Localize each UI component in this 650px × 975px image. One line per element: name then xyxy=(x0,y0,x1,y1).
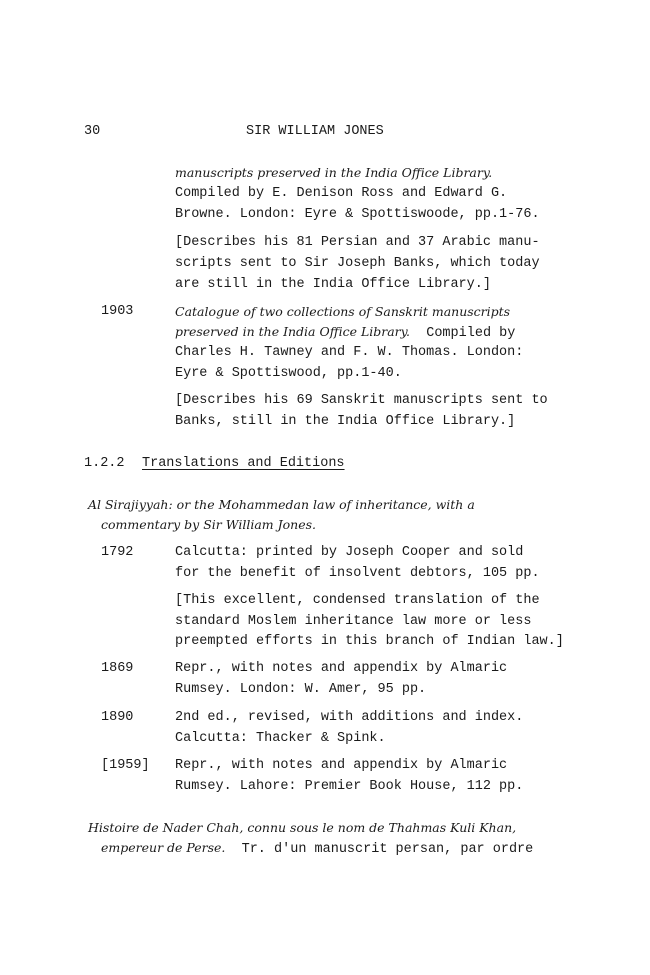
running-title: SIR WILLIAM JONES xyxy=(246,124,384,139)
work-title: Histoire de Nader Chah, connu sous le nom de Thahmas Kuli Khan, xyxy=(88,820,517,835)
entry-line: for the benefit of insolvent debtors, 105 pp. xyxy=(175,566,540,581)
entry-note: Banks, still in the India Office Library.] xyxy=(175,414,516,429)
entry-note: are still in the India Office Library.] xyxy=(175,277,491,292)
work-title: Al Sirajiyyah: or the Mohammedan law of inheritance, with a xyxy=(88,497,475,512)
entry-line: Repr., with notes and appendix by Almaric xyxy=(175,758,508,773)
entry-text: Tr. d'un manuscrit persan, par ordre xyxy=(225,842,534,857)
entry-line: 2nd ed., revised, with additions and index. xyxy=(175,710,524,725)
entry-line: Calcutta: Thacker & Spink. xyxy=(175,731,386,746)
entry-note: scripts sent to Sir Joseph Banks, which today xyxy=(175,256,540,271)
entry-line: Compiled by E. Denison Ross and Edward G. xyxy=(175,186,508,201)
entry-title: Catalogue of two collections of Sanskrit manuscripts xyxy=(175,304,511,319)
work-title-line xyxy=(101,837,533,860)
entry-line: Rumsey. Lahore: Premier Book House, 112 pp. xyxy=(175,779,524,794)
entry-note: [Describes his 69 Sanskrit manuscripts sent to xyxy=(175,393,548,408)
page-number: 30 xyxy=(84,124,101,139)
entry-line: Browne. London: Eyre & Spottiswoode, pp.1-76. xyxy=(175,207,540,222)
entry-line: Repr., with notes and appendix by Almaric xyxy=(175,661,508,676)
entry-note: [Describes his 81 Persian and 37 Arabic manu- xyxy=(175,235,540,250)
entry-line: Calcutta: printed by Joseph Cooper and sold xyxy=(175,545,524,560)
entry-line: Charles H. Tawney and F. W. Thomas. London: xyxy=(175,345,524,360)
entry-note: standard Moslem inheritance law more or less xyxy=(175,614,532,629)
entry-text: Compiled by xyxy=(410,326,516,341)
entry-year: 1890 xyxy=(101,710,134,725)
entry-year: [1959] xyxy=(101,758,150,773)
entry-line: Rumsey. London: W. Amer, 95 pp. xyxy=(175,682,427,697)
entry-note: [This excellent, condensed translation of the xyxy=(175,593,540,608)
entry-year: 1792 xyxy=(101,545,134,560)
entry-line xyxy=(175,321,515,344)
entry-year: 1869 xyxy=(101,661,134,676)
work-title: commentary by Sir William Jones. xyxy=(101,517,316,532)
section-number: 1.2.2 xyxy=(84,456,125,471)
entry-note: preempted efforts in this branch of Indian law.] xyxy=(175,634,564,649)
section-title: Translations and Editions xyxy=(142,456,345,471)
entry-line: Eyre & Spottiswood, pp.1-40. xyxy=(175,366,402,381)
work-title: empereur de Perse. xyxy=(101,840,226,855)
entry-year: 1903 xyxy=(101,304,134,319)
entry-title: preserved in the India Office Library. xyxy=(175,324,411,339)
entry-title: manuscripts preserved in the India Office Library. xyxy=(175,165,493,180)
